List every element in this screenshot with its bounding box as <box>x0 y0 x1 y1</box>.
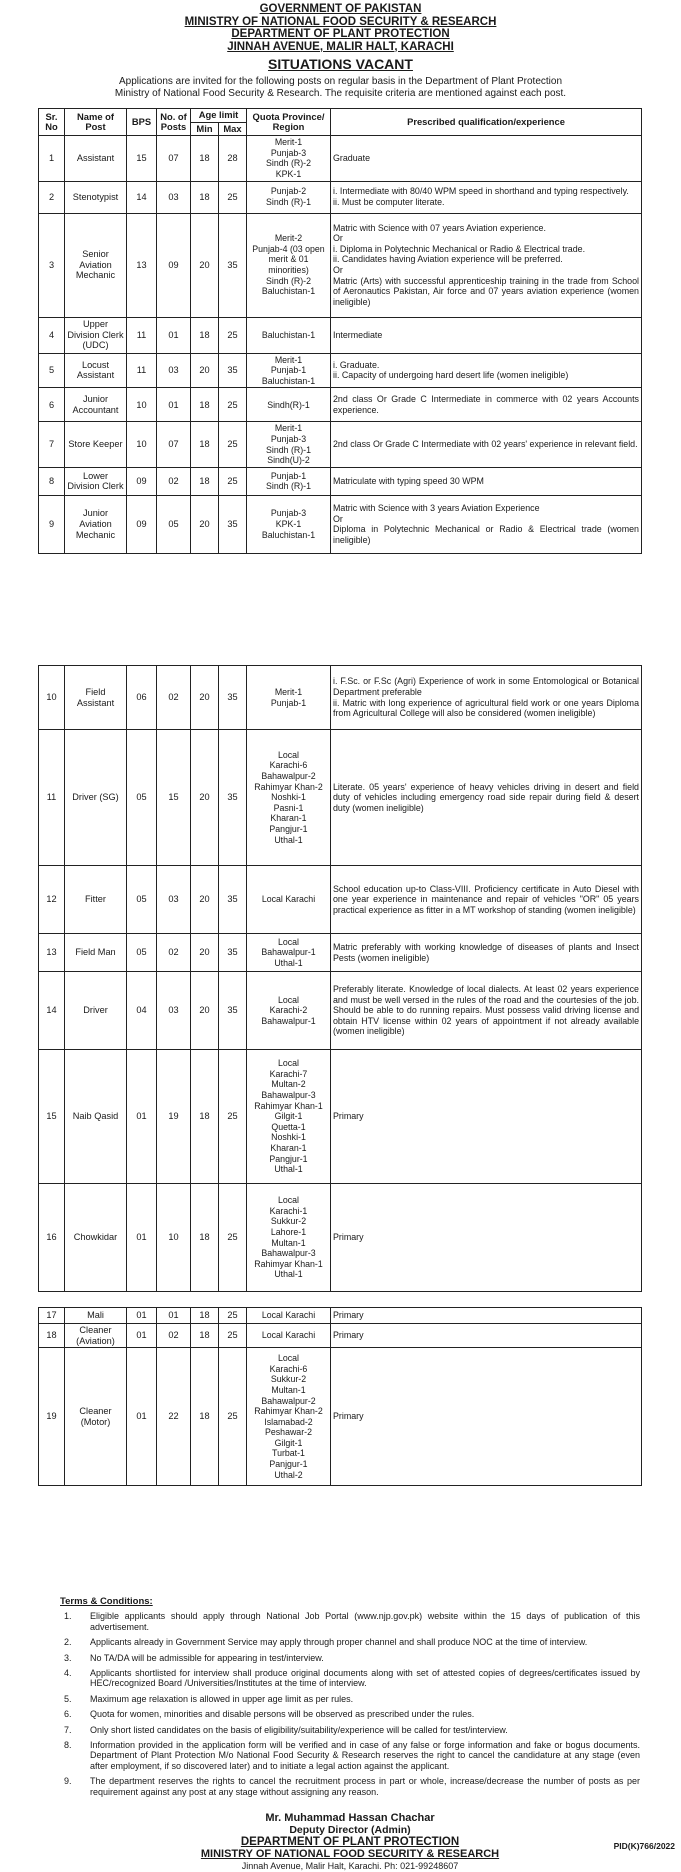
cell-age-max: 28 <box>219 136 247 181</box>
header <box>0 0 681 53</box>
signatory-ministry: MINISTRY OF NATIONAL FOOD SECURITY & RESEARCH <box>200 1848 500 1860</box>
cell-quota: Local Karachi-7 Multan-2 Bahawalpur-3 Rahimyar Khan-1 Gilgit-1 Quetta-1 Noshki-1 Kharan-1 Pangjur-1 Uthal-1 <box>247 1050 331 1184</box>
cell-quota: Merit-1 Punjab-1 Baluchistan-1 <box>247 353 331 388</box>
terms-item-text: Applicants already in Government Service may apply through proper channel and shall produce NOC at the time of interview. <box>90 1637 588 1648</box>
cell-post-name: Assistant <box>65 136 127 181</box>
signatory-name: Mr. Muhammad Hassan Chachar <box>265 1812 435 1824</box>
cell-quota: Merit-2 Punjab-4 (03 open merit & 01 minorities) Sindh (R)-2 Baluchistan-1 <box>247 213 331 317</box>
terms-item-number: 7. <box>64 1724 72 1735</box>
cell-bps: 01 <box>127 1308 157 1324</box>
cell-posts: 03 <box>157 353 191 388</box>
page-title: SITUATIONS VACANT <box>268 56 413 72</box>
cell-age-max: 25 <box>219 1348 247 1486</box>
table-row <box>39 422 642 467</box>
table-row <box>39 666 642 730</box>
cell-age-min: 18 <box>191 1324 219 1348</box>
cell-quota: Punjab-2 Sindh (R)-1 <box>247 181 331 213</box>
table-row <box>39 213 642 317</box>
table-row <box>39 1348 642 1486</box>
cell-post-name: Junior Aviation Mechanic <box>65 495 127 553</box>
signatory-designation: Deputy Director (Admin) <box>289 1824 411 1836</box>
table-row <box>39 1324 642 1348</box>
cell-quota: Merit-1 Punjab-1 <box>247 666 331 730</box>
cell-qualification: 2nd class Or Grade C Intermediate in commerce with 02 years Accounts experience. <box>331 388 642 422</box>
table-row <box>39 181 642 213</box>
cell-qualification: Matriculate with typing speed 30 WPM <box>331 467 642 495</box>
terms-item <box>60 1637 640 1647</box>
cell-bps: 05 <box>127 934 157 972</box>
signature-block <box>70 1812 630 1872</box>
cell-age-max: 35 <box>219 934 247 972</box>
cell-quota: Merit-1 Punjab-3 Sindh (R)-2 KPK-1 <box>247 136 331 181</box>
cell-qualification: Literate. 05 years' experience of heavy vehicles driving in desert and field duty of vehicles including emergency road side repair during field & desert duty (women ineligible) <box>331 730 642 866</box>
cell-qualification: Graduate <box>331 136 642 181</box>
terms-item-number: 4. <box>64 1668 72 1679</box>
cell-age-max: 25 <box>219 1050 247 1184</box>
cell-posts: 02 <box>157 1324 191 1348</box>
cell-bps: 11 <box>127 353 157 388</box>
cell-age-min: 18 <box>191 1308 219 1324</box>
cell-posts: 03 <box>157 181 191 213</box>
cell-quota: Local Karachi <box>247 1308 331 1324</box>
cell-bps: 01 <box>127 1324 157 1348</box>
cell-age-max: 25 <box>219 467 247 495</box>
cell-age-max: 35 <box>219 353 247 388</box>
cell-bps: 10 <box>127 388 157 422</box>
terms-item-text: Only short listed candidates on the basis of eligibility/suitability/experience will be called for test/interview. <box>90 1724 508 1735</box>
cell-post-name: Locust Assistant <box>65 353 127 388</box>
cell-quota: Merit-1 Punjab-3 Sindh (R)-1 Sindh(U)-2 <box>247 422 331 467</box>
cell-posts: 09 <box>157 213 191 317</box>
govt-line: GOVERNMENT OF PAKISTAN <box>259 3 422 15</box>
cell-quota: Local Bahawalpur-1 Uthal-1 <box>247 934 331 972</box>
jobs-table-part-2 <box>38 665 642 1292</box>
cell-post-name: Lower Division Clerk <box>65 467 127 495</box>
cell-age-max: 25 <box>219 1184 247 1292</box>
cell-age-min: 18 <box>191 467 219 495</box>
cell-age-max: 35 <box>219 866 247 934</box>
cell-quota: Local Karachi-1 Sukkur-2 Lahore-1 Multan-1 Bahawalpur-3 Rahimyar Khan-1 Uthal-1 <box>247 1184 331 1292</box>
table-row <box>39 353 642 388</box>
cell-bps: 05 <box>127 866 157 934</box>
cell-age-min: 18 <box>191 1348 219 1486</box>
table-row <box>39 136 642 181</box>
cell-posts: 07 <box>157 422 191 467</box>
cell-age-max: 25 <box>219 422 247 467</box>
cell-post-name: Chowkidar <box>65 1184 127 1292</box>
cell-sr: 19 <box>39 1348 65 1486</box>
cell-posts: 01 <box>157 1308 191 1324</box>
terms-item <box>60 1709 640 1719</box>
terms-item <box>60 1668 640 1689</box>
cell-bps: 10 <box>127 422 157 467</box>
cell-bps: 06 <box>127 666 157 730</box>
cell-sr: 13 <box>39 934 65 972</box>
intro-text <box>16 76 665 100</box>
terms-item-number: 5. <box>64 1693 72 1704</box>
terms-item-text: Information provided in the application form will be verified and in case of any false or forge information and fake or bogus documents. Department of Plant Protection M/o National Food Security & Research reserves the right to cancel the candidature at any stage (even after employment, if so discovered later) and to initiate a legal action against the applicant. <box>90 1740 640 1771</box>
cell-sr: 14 <box>39 972 65 1050</box>
terms-item <box>60 1725 640 1735</box>
cell-qualification: Matric preferably with working knowledge of diseases of plants and Insect Pests (women ineligible) <box>331 934 642 972</box>
header-bps: BPS <box>127 109 157 136</box>
table-row <box>39 388 642 422</box>
table-row <box>39 972 642 1050</box>
cell-qualification: i. Intermediate with 80/40 WPM speed in shorthand and typing respectively. ii. Must be computer literate. <box>331 181 642 213</box>
cell-post-name: Field Assistant <box>65 666 127 730</box>
cell-qualification: Matric with Science with 3 years Aviation Experience Or Diploma in Polytechnic Mechanical or Radio & Electrical trade (women ineligible) <box>331 495 642 553</box>
cell-age-min: 20 <box>191 495 219 553</box>
header-posts: No. of Posts <box>157 109 191 136</box>
terms-item <box>60 1653 640 1663</box>
header-quota: Quota Province/ Region <box>247 109 331 136</box>
table-row <box>39 866 642 934</box>
cell-age-min: 20 <box>191 730 219 866</box>
table-row <box>39 1184 642 1292</box>
terms-item <box>60 1694 640 1704</box>
cell-posts: 07 <box>157 136 191 181</box>
table-row <box>39 1050 642 1184</box>
cell-posts: 01 <box>157 388 191 422</box>
table-row <box>39 317 642 353</box>
cell-sr: 6 <box>39 388 65 422</box>
terms-item-text: No TA/DA will be admissible for appearing in test/interview. <box>90 1652 324 1663</box>
publication-id: PID(K)766/2022 <box>613 1841 675 1851</box>
cell-age-min: 20 <box>191 666 219 730</box>
cell-age-min: 20 <box>191 866 219 934</box>
cell-qualification: Primary <box>331 1308 642 1324</box>
cell-sr: 11 <box>39 730 65 866</box>
cell-qualification: Primary <box>331 1184 642 1292</box>
cell-posts: 15 <box>157 730 191 866</box>
cell-age-min: 20 <box>191 353 219 388</box>
cell-quota: Baluchistan-1 <box>247 317 331 353</box>
cell-posts: 02 <box>157 467 191 495</box>
cell-age-max: 25 <box>219 388 247 422</box>
cell-bps: 09 <box>127 467 157 495</box>
cell-age-max: 25 <box>219 317 247 353</box>
cell-sr: 18 <box>39 1324 65 1348</box>
table-row <box>39 495 642 553</box>
cell-post-name: Cleaner (Motor) <box>65 1348 127 1486</box>
cell-posts: 02 <box>157 666 191 730</box>
cell-quota: Sindh(R)-1 <box>247 388 331 422</box>
cell-post-name: Stenotypist <box>65 181 127 213</box>
header-name: Name of Post <box>65 109 127 136</box>
cell-post-name: Senior Aviation Mechanic <box>65 213 127 317</box>
cell-posts: 05 <box>157 495 191 553</box>
cell-sr: 10 <box>39 666 65 730</box>
cell-age-min: 18 <box>191 181 219 213</box>
cell-quota: Local Karachi <box>247 1324 331 1348</box>
cell-qualification: Primary <box>331 1348 642 1486</box>
cell-bps: 01 <box>127 1184 157 1292</box>
cell-sr: 9 <box>39 495 65 553</box>
cell-sr: 15 <box>39 1050 65 1184</box>
cell-age-min: 18 <box>191 1184 219 1292</box>
jobs-table-part-3 <box>38 1307 642 1486</box>
intro-line-1: Applications are invited for the following posts on regular basis in the Department of Plant Protection <box>118 76 563 87</box>
cell-sr: 17 <box>39 1308 65 1324</box>
terms-item-number: 9. <box>64 1776 72 1787</box>
terms-section <box>60 1597 640 1802</box>
cell-bps: 14 <box>127 181 157 213</box>
cell-posts: 02 <box>157 934 191 972</box>
cell-bps: 05 <box>127 730 157 866</box>
cell-age-max: 35 <box>219 495 247 553</box>
cell-age-min: 18 <box>191 136 219 181</box>
cell-sr: 5 <box>39 353 65 388</box>
terms-item-number: 8. <box>64 1740 72 1751</box>
cell-post-name: Upper Division Clerk (UDC) <box>65 317 127 353</box>
cell-posts: 22 <box>157 1348 191 1486</box>
cell-quota: Punjab-1 Sindh (R)-1 <box>247 467 331 495</box>
cell-qualification: Primary <box>331 1324 642 1348</box>
cell-qualification: School education up-to Class-VIII. Proficiency certificate in Auto Diesel with one year experience in maintenance and repair of vehicles "OR" 05 years practical experience as fitter in a MT workshop of standing (women ineligible) <box>331 866 642 934</box>
cell-bps: 11 <box>127 317 157 353</box>
cell-qualification: Primary <box>331 1050 642 1184</box>
cell-age-min: 20 <box>191 934 219 972</box>
terms-heading: Terms & Conditions: <box>60 1596 153 1607</box>
cell-bps: 09 <box>127 495 157 553</box>
cell-age-max: 25 <box>219 1308 247 1324</box>
cell-post-name: Driver <box>65 972 127 1050</box>
cell-age-max: 35 <box>219 972 247 1050</box>
terms-item <box>60 1740 640 1771</box>
ministry-line: MINISTRY OF NATIONAL FOOD SECURITY & RESEARCH <box>184 15 497 28</box>
cell-posts: 03 <box>157 972 191 1050</box>
terms-item <box>60 1776 640 1797</box>
cell-age-max: 35 <box>219 666 247 730</box>
cell-post-name: Cleaner (Aviation) <box>65 1324 127 1348</box>
header-sr: Sr. No <box>39 109 65 136</box>
cell-age-min: 20 <box>191 972 219 1050</box>
cell-quota: Local Karachi-6 Sukkur-2 Multan-1 Bahawalpur-2 Rahimyar Khan-2 Islamabad-2 Peshawar-2 Gilgit-1 Turbat-1 Panjgur-1 Uthal-2 <box>247 1348 331 1486</box>
cell-qualification: i. F.Sc. or F.Sc (Agri) Experience of work in some Entomological or Botanical Department preferable ii. Matric with long experience of agricultural field work or one years Diploma from Agricultural College will also be considered (women ineligible) <box>331 666 642 730</box>
header-qualification: Prescribed qualification/experience <box>331 109 642 136</box>
cell-post-name: Fitter <box>65 866 127 934</box>
cell-sr: 8 <box>39 467 65 495</box>
cell-post-name: Mali <box>65 1308 127 1324</box>
cell-age-max: 35 <box>219 213 247 317</box>
terms-item-text: The department reserves the rights to cancel the recruitment process in part or whole, increase/decrease the number of posts as per requirement against any post at any stage without assigning any reason. <box>90 1776 640 1797</box>
terms-item-number: 3. <box>64 1652 72 1663</box>
table-row <box>39 467 642 495</box>
terms-item-text: Applicants shortlisted for interview shall produce original documents along with set of attested copies of degrees/certificates issued by HEC/recognized Board /Universities/Institutes at the time of interview. <box>90 1668 640 1689</box>
terms-item-number: 6. <box>64 1709 72 1720</box>
cell-posts: 19 <box>157 1050 191 1184</box>
cell-qualification: Matric with Science with 07 years Aviation experience. Or i. Diploma in Polytechnic Mechanical or Radio & Electrical trade. ii. Candidates having Aviation experience will be preferred. Or Matric (Arts) with successful apprenticeship training in the trade from School of Aeronautics Pakistan, Air force and 07 years aviation experience (women ineligible) <box>331 213 642 317</box>
cell-sr: 16 <box>39 1184 65 1292</box>
cell-age-min: 20 <box>191 213 219 317</box>
cell-qualification: i. Graduate. ii. Capacity of undergoing hard desert life (women ineligible) <box>331 353 642 388</box>
cell-sr: 2 <box>39 181 65 213</box>
cell-post-name: Field Man <box>65 934 127 972</box>
cell-qualification: Intermediate <box>331 317 642 353</box>
department-line: DEPARTMENT OF PLANT PROTECTION <box>231 28 450 40</box>
terms-item-number: 1. <box>64 1611 72 1622</box>
cell-sr: 4 <box>39 317 65 353</box>
cell-quota: Punjab-3 KPK-1 Baluchistan-1 <box>247 495 331 553</box>
cell-posts: 03 <box>157 866 191 934</box>
cell-sr: 3 <box>39 213 65 317</box>
cell-post-name: Driver (SG) <box>65 730 127 866</box>
cell-qualification: Preferably literate. Knowledge of local dialects. At least 02 years experience and must be well versed in the rules of the road and the courtesies of the job. Should be able to do running repairs. Must possess valid driving license and obtain HTV license within 02 years of appointment if not already available (women ineligible) <box>331 972 642 1050</box>
cell-age-min: 18 <box>191 1050 219 1184</box>
header-age: Age limit <box>191 109 247 123</box>
cell-bps: 01 <box>127 1348 157 1486</box>
cell-sr: 7 <box>39 422 65 467</box>
cell-qualification: 2nd class Or Grade C Intermediate with 02 years' experience in relevant field. <box>331 422 642 467</box>
signatory-address: Jinnah Avenue, Malir Halt, Karachi. Ph: 021-99248607 <box>241 1861 459 1871</box>
cell-quota: Local Karachi-2 Bahawalpur-1 <box>247 972 331 1050</box>
terms-item-text: Maximum age relaxation is allowed in upper age limit as per rules. <box>90 1693 354 1704</box>
header-min: Min <box>191 122 219 136</box>
signatory-department: DEPARTMENT OF PLANT PROTECTION <box>240 1836 460 1848</box>
terms-item-text: Eligible applicants should apply through National Job Portal (www.njp.gov.pk) website within the 15 days of publication of this advertisement. <box>90 1611 640 1632</box>
terms-item <box>60 1611 640 1632</box>
cell-age-min: 18 <box>191 422 219 467</box>
cell-quota: Local Karachi-6 Bahawalpur-2 Rahimyar Khan-2 Noshki-1 Pasni-1 Kharan-1 Pangjur-1 Uthal-1 <box>247 730 331 866</box>
header-max: Max <box>219 122 247 136</box>
cell-quota: Local Karachi <box>247 866 331 934</box>
table-row <box>39 730 642 866</box>
cell-post-name: Junior Accountant <box>65 388 127 422</box>
cell-age-max: 25 <box>219 1324 247 1348</box>
cell-bps: 04 <box>127 972 157 1050</box>
cell-bps: 15 <box>127 136 157 181</box>
cell-age-min: 18 <box>191 317 219 353</box>
intro-line-2: Ministry of National Food Security & Research. The requisite criteria are mentioned against each post. <box>114 88 567 99</box>
cell-post-name: Store Keeper <box>65 422 127 467</box>
cell-posts: 01 <box>157 317 191 353</box>
cell-age-max: 35 <box>219 730 247 866</box>
cell-sr: 12 <box>39 866 65 934</box>
jobs-table-part-1 <box>38 108 642 554</box>
terms-item-text: Quota for women, minorities and disable persons will be observed as prescribed under the rules. <box>90 1709 475 1720</box>
table-row <box>39 1308 642 1324</box>
terms-list <box>60 1611 640 1797</box>
cell-age-min: 18 <box>191 388 219 422</box>
terms-item-number: 2. <box>64 1637 72 1648</box>
cell-post-name: Naib Qasid <box>65 1050 127 1184</box>
cell-age-max: 25 <box>219 181 247 213</box>
cell-bps: 13 <box>127 213 157 317</box>
cell-bps: 01 <box>127 1050 157 1184</box>
address-line: JINNAH AVENUE, MALIR HALT, KARACHI <box>227 40 454 53</box>
cell-sr: 1 <box>39 136 65 181</box>
table-row <box>39 934 642 972</box>
cell-posts: 10 <box>157 1184 191 1292</box>
